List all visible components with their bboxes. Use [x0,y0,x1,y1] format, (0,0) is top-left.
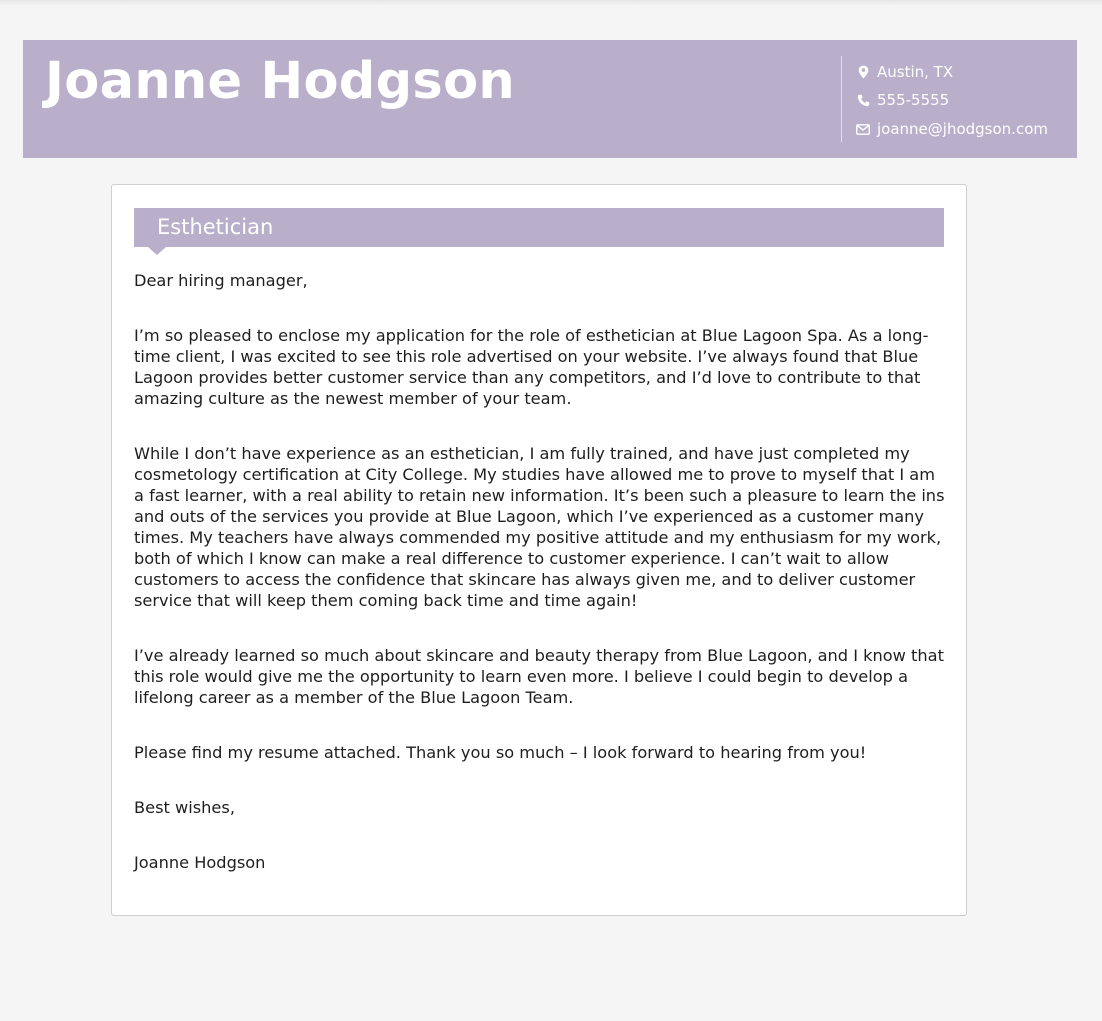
envelope-icon [856,122,870,136]
applicant-name: Joanne Hodgson [45,52,516,111]
phone-icon [856,93,870,107]
letter-body [134,270,948,873]
role-title-bar [134,208,944,247]
letter-paragraph-1: I’m so pleased to enclose my application for the role of esthetician at Blue Lagoon Spa. As a long-time client, I was excited to see this role advertised on your website. I’ve always found that Blue Lagoon provides better customer service than any competitors, and I’d love to contribute to that amazing culture as the newest member of your team. [134,326,929,408]
letter-closing: Best wishes, [134,798,235,817]
page-top-shade [0,0,1102,6]
email-text[interactable]: joanne@jhodgson.com [877,120,1048,138]
letter-paragraph-3: I’ve already learned so much about skincare and beauty therapy from Blue Lagoon, and I know that this role would give me the opportunity to learn even more. I believe I could begin to develop a lifelong career as a member of the Blue Lagoon Team. [134,646,944,707]
map-pin-icon [856,65,870,79]
contact-info [841,56,1072,142]
phone-text: 555-5555 [877,91,950,109]
contact-phone [856,89,949,111]
contact-email[interactable] [856,118,1048,140]
letter-signature: Joanne Hodgson [134,853,266,872]
role-title: Esthetician [157,215,274,239]
letter-greeting: Dear hiring manager, [134,271,308,290]
letter-paragraph-2: While I don’t have experience as an esthetician, I am fully trained, and have just completed my cosmetology certification at City College. My studies have allowed me to prove to myself that I am a fast learner, with a real ability to retain new information. It’s been such a pleasure to learn the ins and outs of the services you provide at Blue Lagoon, which I’ve experienced as a customer many times. My teachers have always commended my positive attitude and my enthusiasm for my work, both of which I know can make a real difference to customer experience. I can’t wait to allow customers to access the confidence that skincare has always given me, and to deliver customer service that will keep them coming back time and time again! [134,444,945,610]
resume-header [23,40,1077,158]
cover-letter-card [111,184,967,916]
contact-location [856,61,953,83]
location-text: Austin, TX [877,63,954,81]
role-bar-notch [148,247,166,255]
letter-paragraph-4: Please find my resume attached. Thank you so much – I look forward to hearing from you! [134,743,867,762]
